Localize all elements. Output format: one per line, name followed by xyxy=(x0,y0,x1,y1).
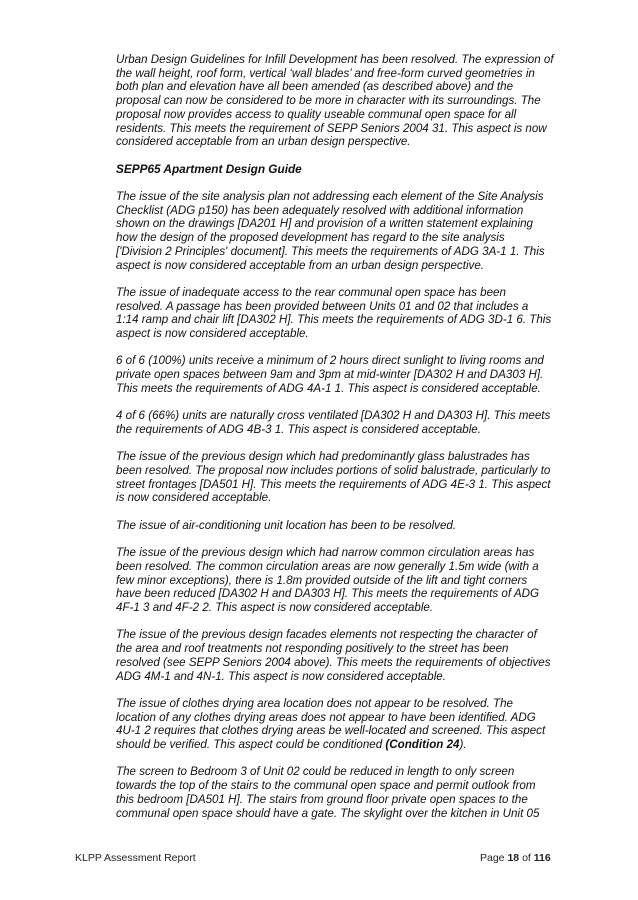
text-line: resolved. A passage has been provided between Units 01 and 02 that includes a xyxy=(116,299,529,313)
text-line: the requirements of ADG 4B-3 1. This aspect is considered acceptable. xyxy=(116,422,481,436)
paragraph-balustrades xyxy=(116,450,556,505)
current-page: 18 xyxy=(507,852,520,864)
paragraph-ventilation xyxy=(116,409,556,436)
paragraph-lines xyxy=(116,697,556,738)
text-line: communal open space should have a gate. The skylight over the kitchen in Unit 05 xyxy=(116,806,540,820)
text-line: towards the top of the stairs to the communal open space and permit outlook from xyxy=(116,779,536,793)
paragraph-last-line xyxy=(116,738,556,752)
footer-report-title: KLPP Assessment Report xyxy=(75,852,196,864)
text-line: resolved (see SEPP Seniors 2004 above). This meets the requirements of objectives xyxy=(116,655,551,669)
text-line: The issue of the previous design which had predominantly glass balustrades has xyxy=(116,450,530,464)
text-line: both plan and elevation have all been amended (as described above) and the xyxy=(116,80,514,94)
text-line: the area and roof treatments not responding positively to the street has been xyxy=(116,642,509,656)
text-line: proposal now provides access to quality useable communal open space for all xyxy=(116,107,517,121)
text-line: Checklist (ADG p150) has been adequately resolved with additional information xyxy=(116,203,524,217)
footer-page-number xyxy=(480,852,551,864)
text-line: is now considered acceptable. xyxy=(116,491,272,505)
text-line: 4 of 6 (66%) units are naturally cross ventilated [DA302 H and DA303 H]. This meets xyxy=(116,409,551,423)
text: ). xyxy=(459,738,467,751)
text-line: been resolved. The proposal now includes portions of solid balustrade, particularly to xyxy=(116,464,551,477)
text-line: how the design of the proposed development has regard to the site analysis xyxy=(116,231,505,245)
text-line: considered acceptable from an urban design perspective. xyxy=(116,135,411,149)
text-line: this bedroom [DA501 H]. The stairs from ground floor private open spaces to the xyxy=(116,792,528,806)
text-line: aspect is now considered acceptable. xyxy=(116,327,309,341)
text-line: few minor exceptions), there is 1.8m provided outside of the lift and tight corners xyxy=(116,573,528,587)
condition-reference: (Condition 24 xyxy=(385,738,460,751)
text-line: 6 of 6 (100%) units receive a minimum of 2 hours direct sunlight to living rooms and xyxy=(116,354,544,368)
text-line: 4F-1 3 and 4F-2 2. This aspect is now considered acceptable. xyxy=(116,601,434,614)
text-line: The issue of air-conditioning unit location has been to be resolved. xyxy=(116,518,457,532)
paragraph-sunlight xyxy=(116,354,556,395)
text-line: private open spaces between 9am and 3pm at mid-winter [DA302 H and DA303 H]. xyxy=(116,368,544,382)
text-line: 4U-1 2 requires that clothes drying areas be well-located and screened. This aspect xyxy=(116,724,546,738)
text-line: been resolved. The common circulation areas are now generally 1.5m wide (with a xyxy=(116,559,539,573)
paragraph-facades xyxy=(116,628,556,683)
total-pages: 116 xyxy=(533,852,551,864)
text-line: ['Division 2 Principles' document]. This meets the requirements of ADG 3A-1 1. This xyxy=(116,244,545,258)
text-line: aspect is now considered acceptable from an urban design perspective. xyxy=(116,258,484,272)
section-heading: SEPP65 Apartment Design Guide xyxy=(116,161,302,176)
of-label: of xyxy=(522,852,531,864)
text-line: The issue of inadequate access to the rear communal open space has been xyxy=(116,285,506,299)
paragraph-urban-design xyxy=(116,53,556,149)
text-line: The issue of the previous design facades elements not respecting the character of xyxy=(116,628,537,642)
text-line: the wall height, roof form, vertical ‘wall blades’ and free-form curved geometries in xyxy=(116,66,535,80)
page-label: Page xyxy=(480,852,505,864)
paragraph-communal-access xyxy=(116,286,556,341)
paragraph-site-analysis xyxy=(116,190,556,272)
paragraph-clothes-drying xyxy=(116,697,556,752)
text-line: residents. This meets the requirement of SEPP Seniors 2004 31. This aspect is now xyxy=(116,121,547,135)
text-line: 1:14 ramp and chair lift [DA302 H]. This meets the requirements of ADG 3D-1 6. This xyxy=(116,313,552,327)
paragraph-circulation xyxy=(116,546,556,615)
text-line: proposal can now be considered to be more in character with its surroundings. The xyxy=(116,94,541,108)
text-line: The issue of the site analysis plan not addressing each element of the Site Analysis xyxy=(116,190,544,203)
paragraph-air-conditioning xyxy=(116,519,556,533)
text-line: The screen to Bedroom 3 of Unit 02 could be reduced in length to only screen xyxy=(116,765,515,779)
text-line: The issue of clothes drying area location does not appear to be resolved. The xyxy=(116,696,514,710)
text: should be verified. This aspect could be conditioned xyxy=(116,738,386,751)
text-line: street frontages [DA501 H]. This meets the requirements of ADG 4E-3 1. This aspect xyxy=(116,477,551,491)
text-line: location of any clothes drying areas does not appear to have been identified. ADG xyxy=(116,710,536,724)
text-line: This meets the requirements of ADG 4A-1 1. This aspect is considered acceptable. xyxy=(116,381,541,395)
text-line: Urban Design Guidelines for Infill Development has been resolved. The expression of xyxy=(116,53,554,66)
text-line: shown on the drawings [DA201 H] and provision of a written statement explaining xyxy=(116,217,533,231)
document-body xyxy=(116,53,556,834)
paragraph-screen-bedroom xyxy=(116,765,556,820)
text-line: have been reduced [DA302 H and DA303 H]. This meets the requirements of ADG xyxy=(116,587,539,601)
text-line: The issue of the previous design which had narrow common circulation areas has xyxy=(116,546,535,560)
text-line: ADG 4M-1 and 4N-1. This aspect is now considered acceptable. xyxy=(116,669,446,683)
